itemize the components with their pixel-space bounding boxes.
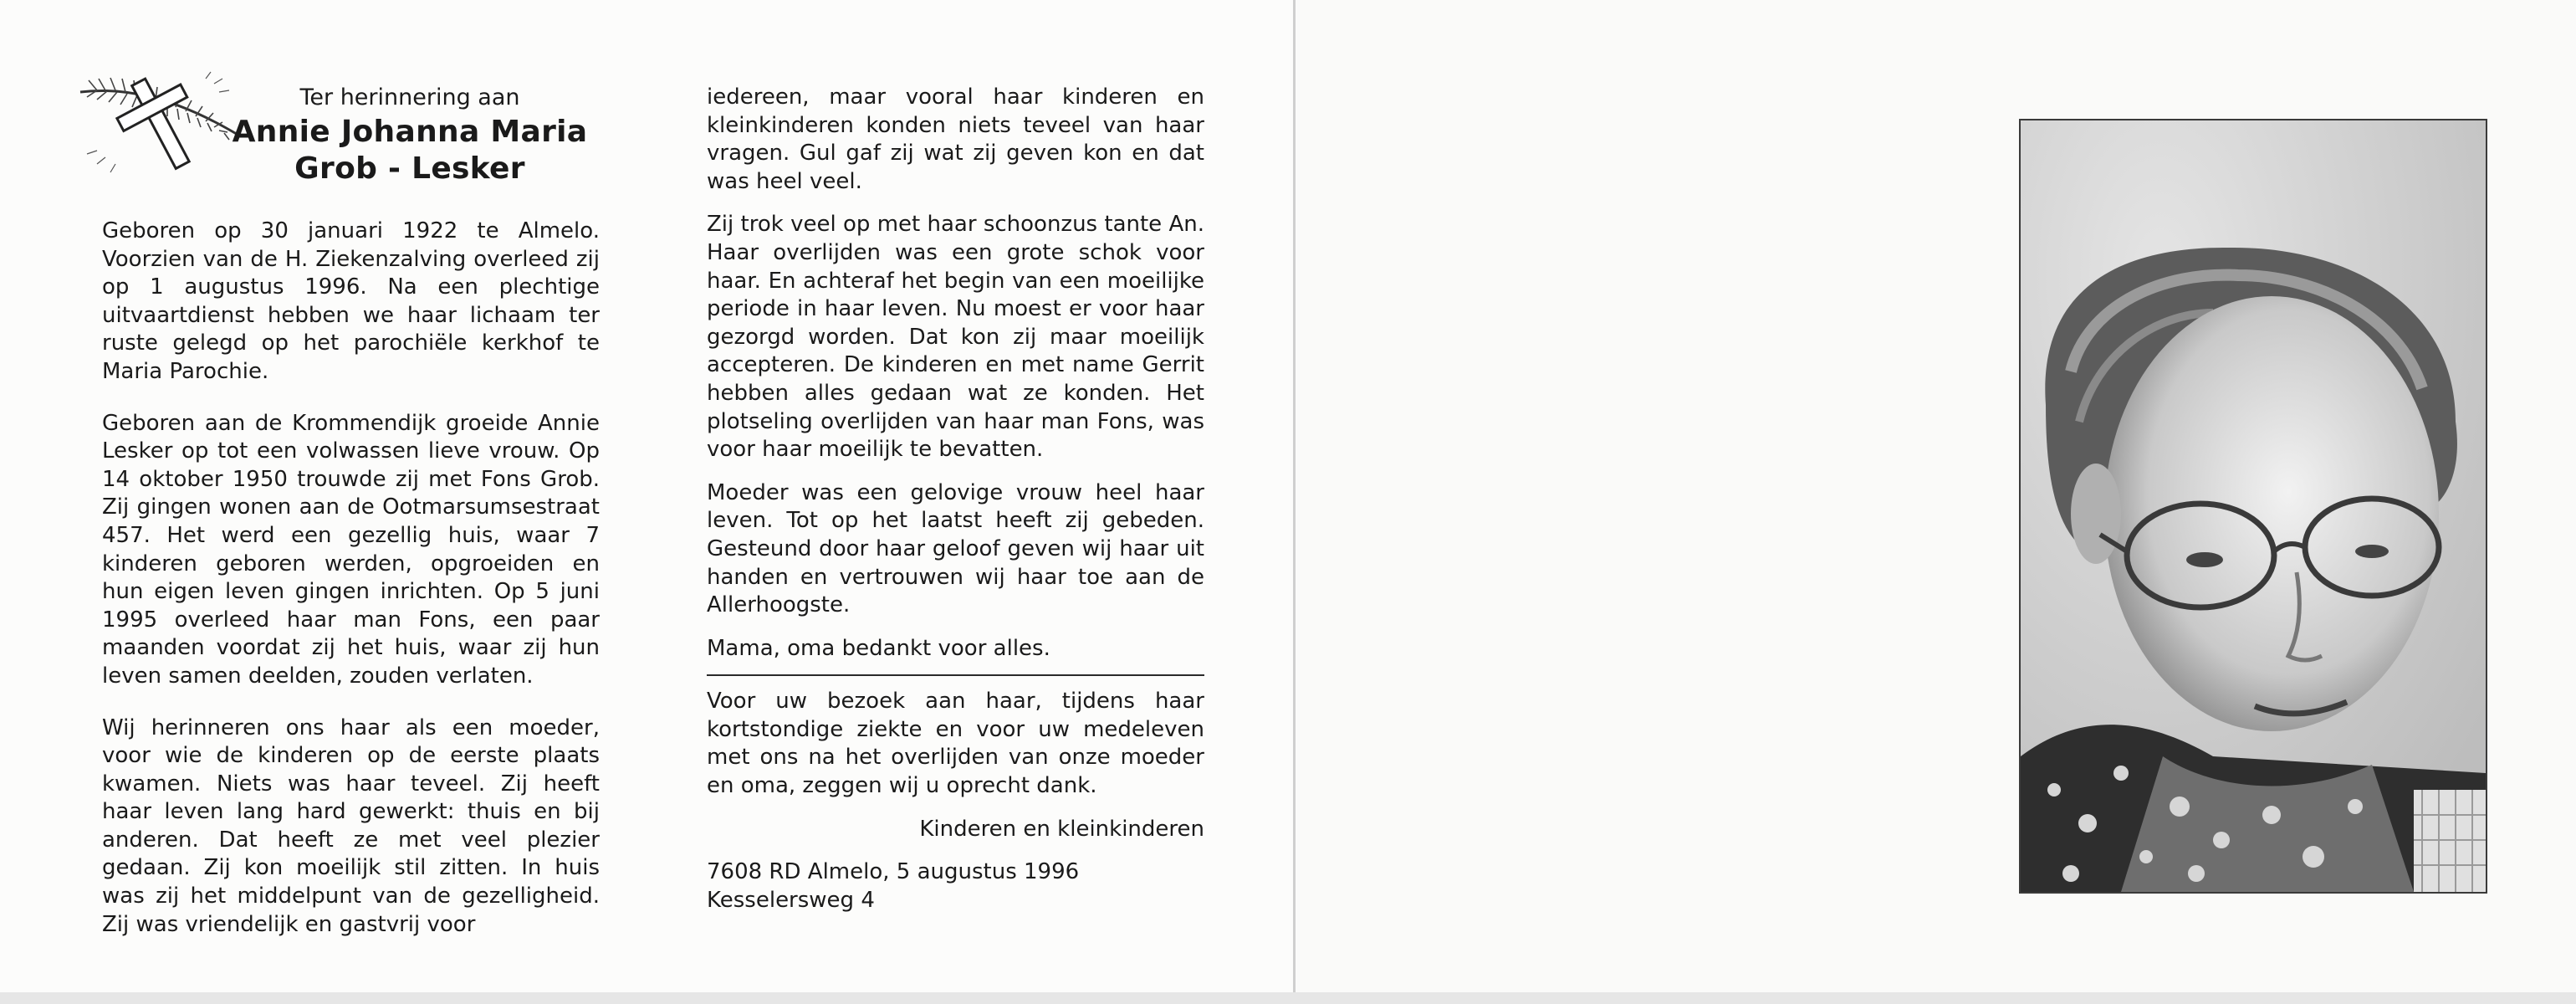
signature: Kinderen en kleinkinderen (919, 816, 1204, 842)
text-column-2 (707, 84, 1204, 914)
address-line-2: Kesselersweg 4 (707, 887, 875, 913)
left-panel (0, 0, 1293, 992)
divider-line (707, 674, 1204, 676)
heading (217, 82, 602, 187)
paragraph-faith: Moeder was een gelovige vrouw heel haar leven. Tot op het laatst heeft zij gebeden. Gesteund door haar geloof geven wij haar uit handen en vertrouwen wij haar toe aan de Allerhoogste. (707, 479, 1204, 618)
portrait-illustration (2021, 120, 2486, 892)
text-column-1 (102, 218, 600, 939)
address-line-1: 7608 RD Almelo, 5 augustus 1996 (707, 859, 1080, 885)
paragraph-life: Geboren aan de Krommendijk groeide Annie Lesker op tot een volwassen lieve vrouw. Op 14 oktober 1950 trouwde zij met Fons Grob. Zij gingen wonen aan de Ootmarsumsestraat 457. Het werd een gezellig huis, waar 7 kinderen geboren werden, opgroeiden en hun eigen leven gingen inrichten. Op 5 juni 1995 overleed haar man Fons, een paar maanden voordat zij het huis, waar zij hun leven samen deelden, zouden verlaten. (102, 410, 600, 689)
card-bottom-edge (0, 992, 2576, 1004)
paragraph-thanks-mama: Mama, oma bedankt voor alles. (707, 635, 1050, 661)
paragraph-schoonzus: Zij trok veel op met haar schoonzus tante An. Haar overlijden was een grote schok voor haar. En achteraf het begin van een moeilijke periode in haar leven. Nu moest er voor haar gezorgd worden. Dat kon zij maar moeilijk accepteren. De kinderen en met name Gerrit hebben alles gedaan wat ze konden. Het plotseling overlijden van haar man Fons, was voor haar moeilijk te bevatten. (707, 212, 1204, 463)
right-panel (1296, 0, 2576, 992)
portrait-photo (2019, 119, 2487, 894)
deceased-name-line2: Grob - Lesker (294, 151, 525, 186)
paragraph-memories: Wij herinneren ons haar als een moeder, voor wie de kinderen op de eerste plaats kwamen. Niets was haar teveel. Zij heeft haar leven lang hard gewerkt: thuis en bij anderen. Dat heeft ze met veel plezier gedaan. Zij kon moeilijk stil zitten. In huis was zij het middelpunt van de gezelligheid. Zij was vriendelijk en gastvrij voor (102, 715, 600, 937)
paragraph-continued: iedereen, maar vooral haar kinderen en kleinkinderen konden niets teveel van haar vragen. Gul gaf zij wat zij geven kon en dat was heel veel. (707, 85, 1204, 194)
intro-text: Ter herinnering aan (299, 85, 520, 110)
deceased-name-line1: Annie Johanna Maria (232, 115, 588, 149)
paragraph-birth-death: Geboren op 30 januari 1922 te Almelo. Voorzien van de H. Ziekenzalving overleed zij op 1 augustus 1996. Na een plechtige uitvaartdienst hebben we haar lichaam ter ruste gelegd op het parochiële kerkhof te Maria Parochie. (102, 218, 600, 384)
paragraph-acknowledgement: Voor uw bezoek aan haar, tijdens haar kortstondige ziekte en voor uw medeleven met ons na het overlijden van onze moeder en oma, zeggen wij u oprecht dank. (707, 689, 1204, 799)
